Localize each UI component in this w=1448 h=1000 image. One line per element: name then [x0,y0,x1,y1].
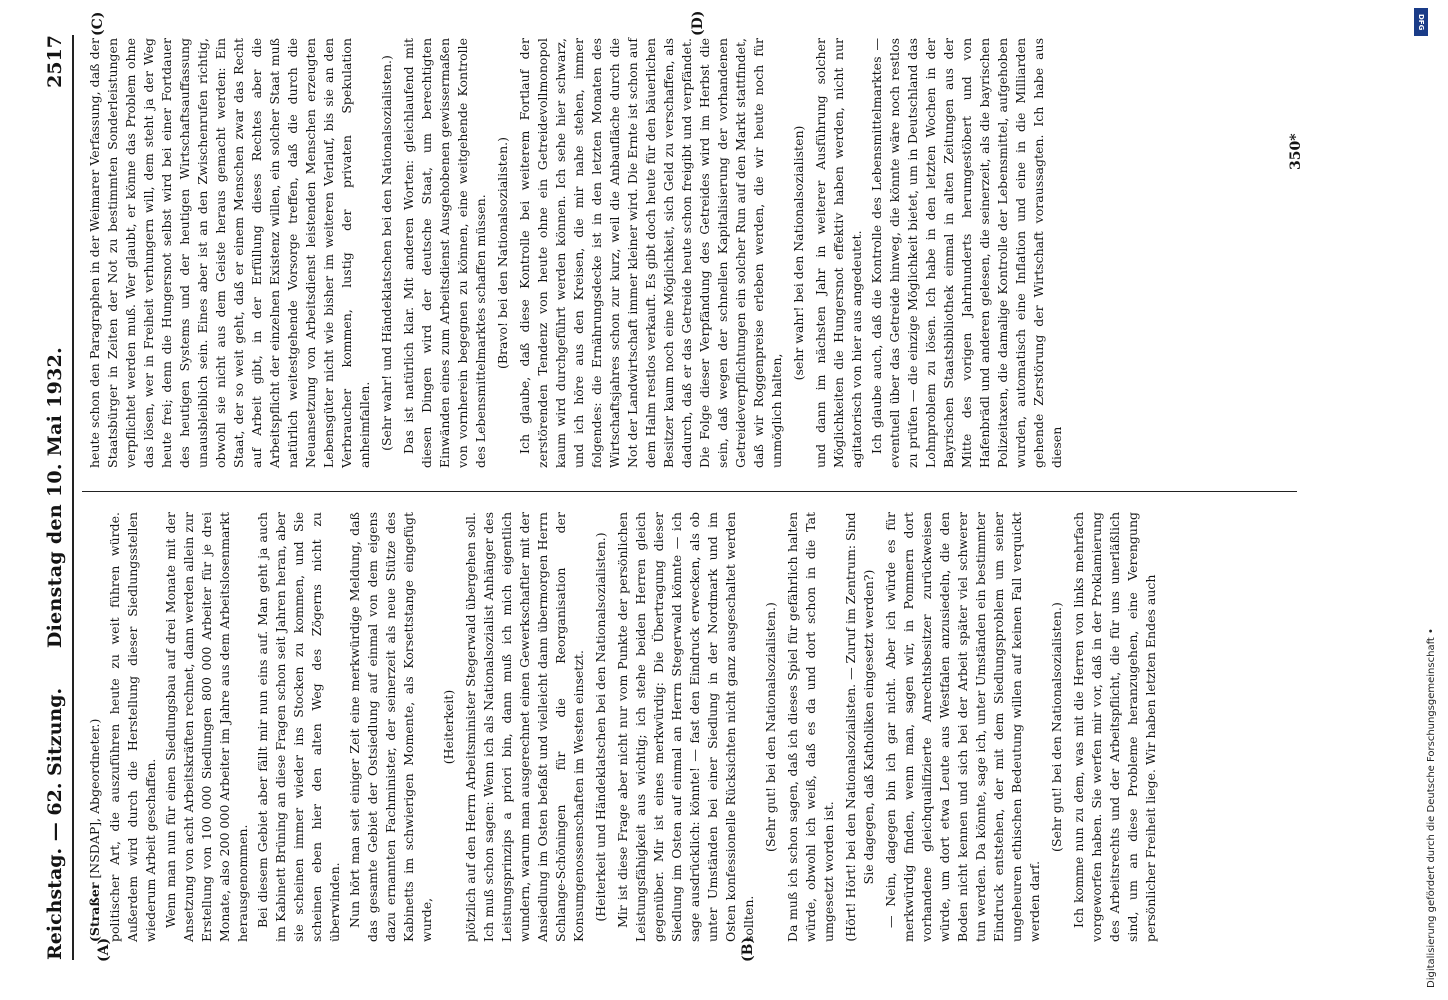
paragraph: — Nein, dagegen bin ich gar nicht. Aber ich würde es für merkwürdig finden, wenn man, sagen wir, in Pommern dort vorhandene gleichqualifizierte Anrechtsbesitzer zurückweisen würde, um dort etwa Leute aus Westfalen anzusiedeln, die den Boden nicht kennen und sich bei der Arbeit später viel schwerer tun werden. Da könnte, sage ich, unter Umständen ein bestimmter Eindruck entstehen, der mit dem Siedlungsproblem um seiner ungeheuren ethischen Bedeutung willen auf keinen Fall verquickt werden darf. [883,512,1042,942]
digitization-credit [1406,8,1437,988]
page-footer-mark: 350* [1288,133,1304,170]
interjection: (Heiterkeit) [441,689,456,765]
interjection: (Sehr gut! bei den Nationalsozialisten.) [1049,602,1064,852]
margin-mark-b: (B) [740,936,756,962]
paragraph: Nun hört man seit einiger Zeit eine merkwürdige Meldung, daß das gesamte Gebiet der Ostsiedlung auf einmal von dem eigens dazu ernannten Fachminister, der seinerzeit als neue Stütze des Kabinetts im schwierigen Momente, als Korsettstange eingefügt wurde, [347,512,434,942]
margin-mark-a: (A) [96,937,112,962]
header-date: Dienstag den 10. Mai 1932. [44,346,66,649]
text-column-left [86,512,1291,942]
paragraph: und dann im nächsten Jahr in weiterer Ausführung solcher Möglichkeiten die Hungersnot effektiv haben werden, nicht nur agitatorisch von hier aus angedeutet. [813,38,864,468]
paragraph: Das ist natürlich klar. Mit anderen Worten: gleichlaufend mit diesen Dingen wird der deutsche Staat, um berechtigten Einwänden eines zum Arbeitsdienst Ausgehobenen gewissermaßen von vornherein begegnen zu können, eine weitgehende Kontrolle des Lebensmittelmarktes schaffen müssen. [401,38,488,468]
page-header [32,35,74,960]
paragraph: Mir ist diese Frage aber nicht nur vom Punkte der persönlichen Leistungsfähigkeit aus wichtig; ich stehe beiden Herren gleich gegenüber. Mir ist eines merkwürdig: Die Übertragung dieser Siedlung im Osten auf einmal an Herrn Stegerwald könnte — ich sage ausdrücklich: könnte! — fast den Eindruck erwecken, als ob unter Umständen bei einer Siedlung in der Nordmark und im Osten konfessionelle Rücksichten nicht ganz ausgeschaltet werden sollten. [615,512,756,942]
paragraph: Da muß ich schon sagen, daß ich dieses Spiel für gefährlich halten würde, obwohl ich weiß, daß es da und dort schon in die Tat umgesetzt worden ist. [785,512,836,942]
paragraph: politischer Art, die auszuführen heute zu weit führen würde. Außerdem wird durch die Herstellung dieser Siedlungsstellen wiederum Arbeit geschaffen. [107,512,158,942]
interjection: (sehr wahr! bei den Nationalsozialisten) [791,125,806,381]
paragraph: Wenn man nun für einen Siedlungsbau auf drei Monate mit der Ansetzung von acht Arbeitskräften rechnet, dann werden allein zur Erstellung von 100 000 Siedlungen 800 000 Arbeiter für je drei Monate, also 200 000 Arbeiter im Jahre aus dem Arbeitslosenmarkt herausgenommen. [163,512,250,942]
interjection: (Sehr gut! bei den Nationalsozialisten.) [763,602,778,852]
paragraph: Ich glaube auch, daß die Kontrolle des Lebensmittelmarktes — eventuell über das Getreide hinweg, die könnte wäre noch restlos zu prüfen — die einzige Möglichkeit bietet, um in Deutschland das Lohnproblem zu lösen. Ich habe in den letzten Wochen in der Bayrischen Staatsbibliothek einmal in alten Zeitungen aus der Mitte des vorigen Jahrhunderts herumgestöbert und von Hafenbrädl und anderen gelesen, die seinerzeit, als die bayrischen Polizeitaxen, die damalige Kontrolle der Lebensmittel, aufgehoben wurden, automatisch eine Inflation und eine in die Milliarden gehende Zerstörung der Wirtschaft voraussagten. Ich habe aus diesen [869,38,1064,468]
speaker-name: (Straßer [87,882,102,942]
paragraph: heute schon den Paragraphen in der Weimarer Verfassung, daß der Staatsbürger in Zeiten der Not zu bestimmten Sonderleistungen verpflichtet werden muß. Wer glaubt, er könne das Problem ohne das lösen, wer in Freiheit verhungern will, dem steht ja der Weg heute frei; denn die Hungersnot selbst wird bei einer Fortdauer des heutigen Systems und der heutigen Wirtschaftsauffassung unausbleiblich sein. Eines aber ist an den Zwischenrufen richtig, obwohl sie nicht aus dem Geiste heraus gemacht werden: Ein Staat, der so weit geht, daß er einem Menschen zwar das Recht auf Arbeit gibt, in der Erfüllung dieses Rechtes aber die Arbeitspflicht der einzelnen Existenz willen, ein solcher Staat muß natürlich weitestgehende Vorsorge treffen, daß die durch die Neuansetzung von Arbeitsdienst leistenden Menschen erzeugten Lebensgüter nicht wie bisher im weiteren Verlauf, bis sie an den Verbraucher kommen, lustig der privaten Spekulation anheimfallen. [87,38,372,468]
speaker-affiliation: [NSDAP], Abgeordneter.) [87,718,102,883]
margin-mark-d: (D) [690,10,706,36]
page-number: 2517 [44,35,66,88]
interjection: (Bravo! bei den Nationalsozialisten.) [495,137,510,370]
paragraph: Ich komme nun zu dem, was mit die Herren von links mehrfach vorgeworfen haben. Sie werfen mir vor, daß in der Proklamierung des Arbeitsrechts und der Arbeitspflicht, die für uns unerläßlich sind, um an diese Probleme heranzugehen, eine Verengung persönlicher Freiheit liege. Wir haben letzten Endes auch [1071,512,1158,942]
paragraph: plötzlich auf den Herrn Arbeitsminister Stegerwald übergehen soll. Ich muß schon sagen: Wenn ich als Nationalsozialist Anhänger des Leistungsprinzips a priori bin, dann muß ich mich eigentlich wundern, warum man ausgerechnet einen Gewerkschaftler mit der Ansiedlung im Osten befaßt und vielleicht dann übermorgen Herrn Schlange-Schöningen für die Reorganisation der Konsumgenossenschaften im Westen einsetzt. [463,512,586,942]
margin-mark-c: (C) [90,11,106,36]
speaker-line [86,512,104,942]
interjection: (Hört! Hört! bei den Nationalsozialisten. — Zuruf im Zentrum: Sind Sie dagegen, daß Katholiken eingesetzt werden?) [843,512,876,942]
dfg-logo: DFG [1414,8,1428,36]
text-column-right [86,38,1291,468]
interjection: (Heiterkeit und Händeklatschen bei den Nationalsozialisten.) [593,532,608,922]
column-divider [82,491,1297,492]
digitization-credit-text: Digitalisierung gefördert durch die Deutsche Forschungsgemeinschaft • [1426,628,1437,988]
paragraph: Ich glaube, daß diese Kontrolle bei weiterem Fortlauf der zerstörenden Tendenz von heute ohne ein Getreidevollmonopol kaum wird durchgeführt werden können. Ich sehe hier schwarz, und ich höre aus den Kreisen, die mir nahe stehen, immer folgendes: die Ernährungsdecke ist in den letzten Monaten des Wirtschaftsjahres schon zur kurz, weil die Anbaufläche durch die Not der Landwirtschaft immer kleiner wird. Die Ernte ist schon auf dem Halm restlos verkauft. Es gibt doch heute für den bäuerlichen Besitzer kaum noch eine Möglichkeit, sich Geld zu verschaffen, als dadurch, daß er das Getreide heute schon freigibt und verpfändet. Die Folge dieser Verpfändung des Getreides wird im Herbst die sein, daß wegen der schnellen Kapitalisierung der vorhandenen Getreideverpflichtungen ein solcher Run auf den Markt stattfindet, daß wir Roggenpreise erleben werden, die wir heute noch für unmöglich halten, [517,38,784,468]
paragraph: Bei diesem Gebiet aber fällt mir nun eins auf. Man geht ja auch im Kabinett Brüning an diese Fragen schon seit Jahren heran, aber sie scheinen immer wieder ins Stocken zu kommen, und Sie scheinen eben hier den alten Weg des Zögerns nicht zu überwinden. [255,512,342,942]
header-parliament: Reichstag. — 62. Sitzung. [44,687,66,960]
interjection: (Sehr wahr! und Händeklatschen bei den Nationalsozialisten.) [379,55,394,451]
